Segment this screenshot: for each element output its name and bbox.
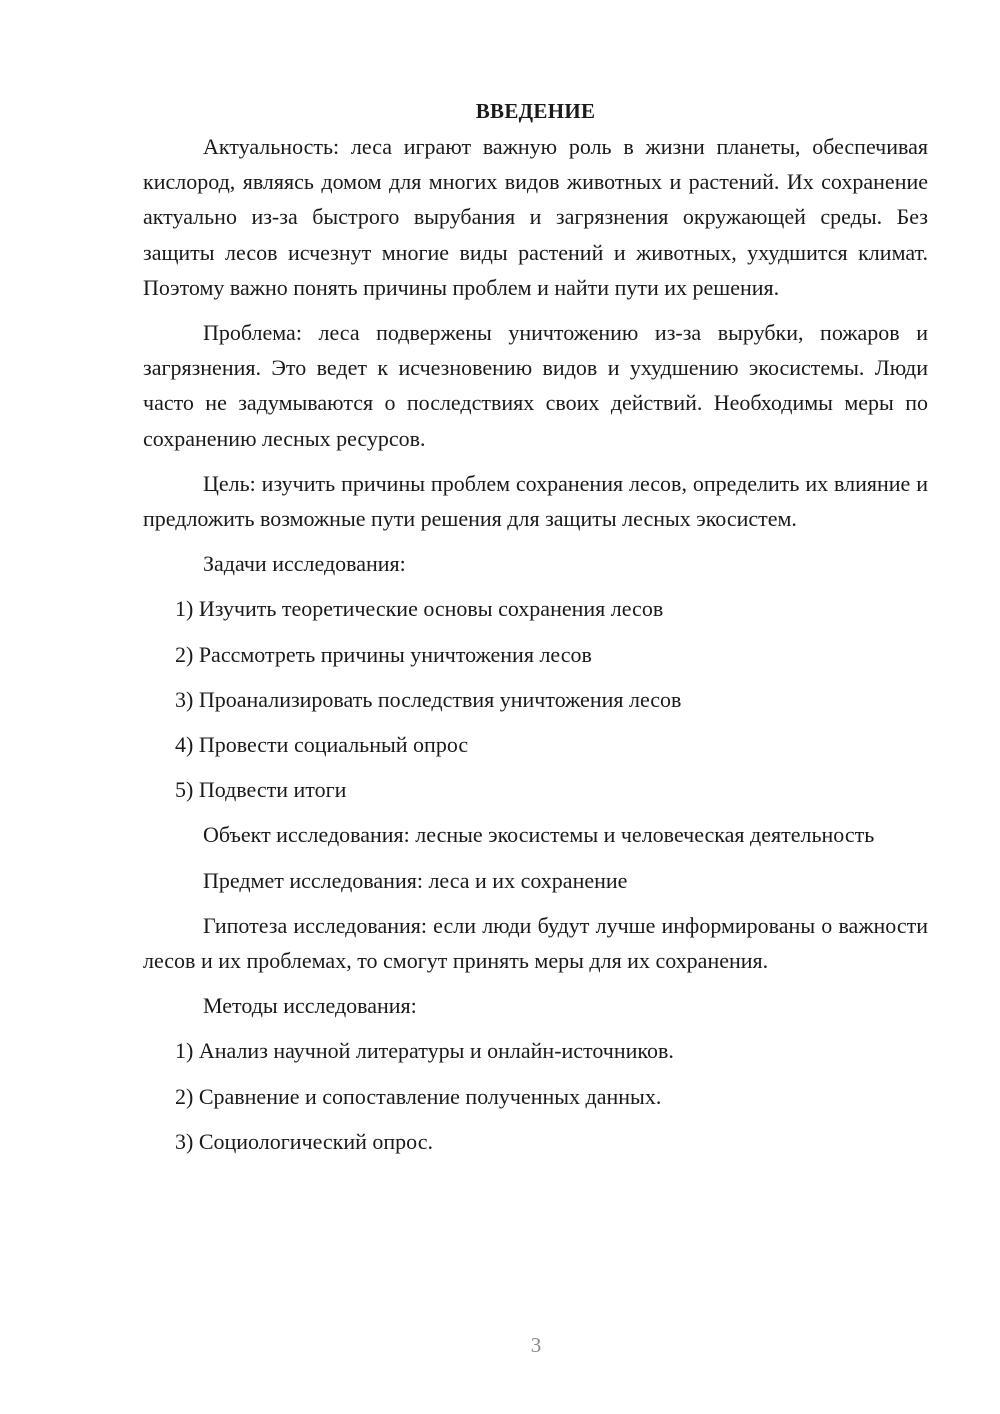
section-title: ВВЕДЕНИЕ — [475, 99, 596, 123]
goal-paragraph: Цель: изучить причины проблем сохранения лесов, определить их влияние и предложить возможные пути решения для защиты лесных экосистем. — [143, 470, 928, 532]
subject-paragraph: Предмет исследования: леса и их сохранение — [203, 867, 628, 893]
hypothesis-paragraph: Гипотеза исследования: если люди будут лучше информированы о важности лесов и их проблемах, то смогут принять меры для их сохранения. — [143, 912, 928, 974]
method-item: 1) Анализ научной литературы и онлайн-источников. — [175, 1038, 674, 1064]
object-paragraph: Объект исследования: лесные экосистемы и человеческая деятельность — [203, 822, 875, 848]
task-item: 3) Проанализировать последствия уничтожения лесов — [175, 686, 682, 712]
document-page — [143, 94, 928, 1169]
method-item: 3) Социологический опрос. — [175, 1128, 433, 1154]
page-number: 3 — [530, 1333, 542, 1357]
task-item: 1) Изучить теоретические основы сохранения лесов — [175, 596, 664, 622]
method-item: 2) Сравнение и сопоставление полученных данных. — [175, 1083, 662, 1109]
problem-paragraph: Проблема: леса подвержены уничтожению из-за вырубки, пожаров и загрязнения. Это ведет к исчезновению видов и ухудшению экосистемы. Люди часто не задумываются о последствиях своих действий. Необходимы меры по сохранению лесных ресурсов. — [143, 320, 928, 451]
methods-list — [143, 1033, 928, 1159]
methods-heading: Методы исследования: — [203, 993, 417, 1019]
tasks-list — [143, 591, 928, 807]
task-item: 4) Провести социальный опрос — [175, 732, 469, 758]
task-item: 2) Рассмотреть причины уничтожения лесов — [175, 641, 592, 667]
tasks-heading: Задачи исследования: — [203, 551, 406, 577]
task-item: 5) Подвести итоги — [175, 777, 347, 803]
relevance-paragraph: Актуальность: леса играют важную роль в жизни планеты, обеспечивая кислород, являясь домом для многих видов животных и растений. Их сохранение актуально из-за быстрого вырубания и загрязнения окружающей среды. Без защиты лесов исчезнут многие виды растений и животных, ухудшится климат. Поэтому важно понять причины проблем и найти пути их решения. — [143, 134, 928, 300]
